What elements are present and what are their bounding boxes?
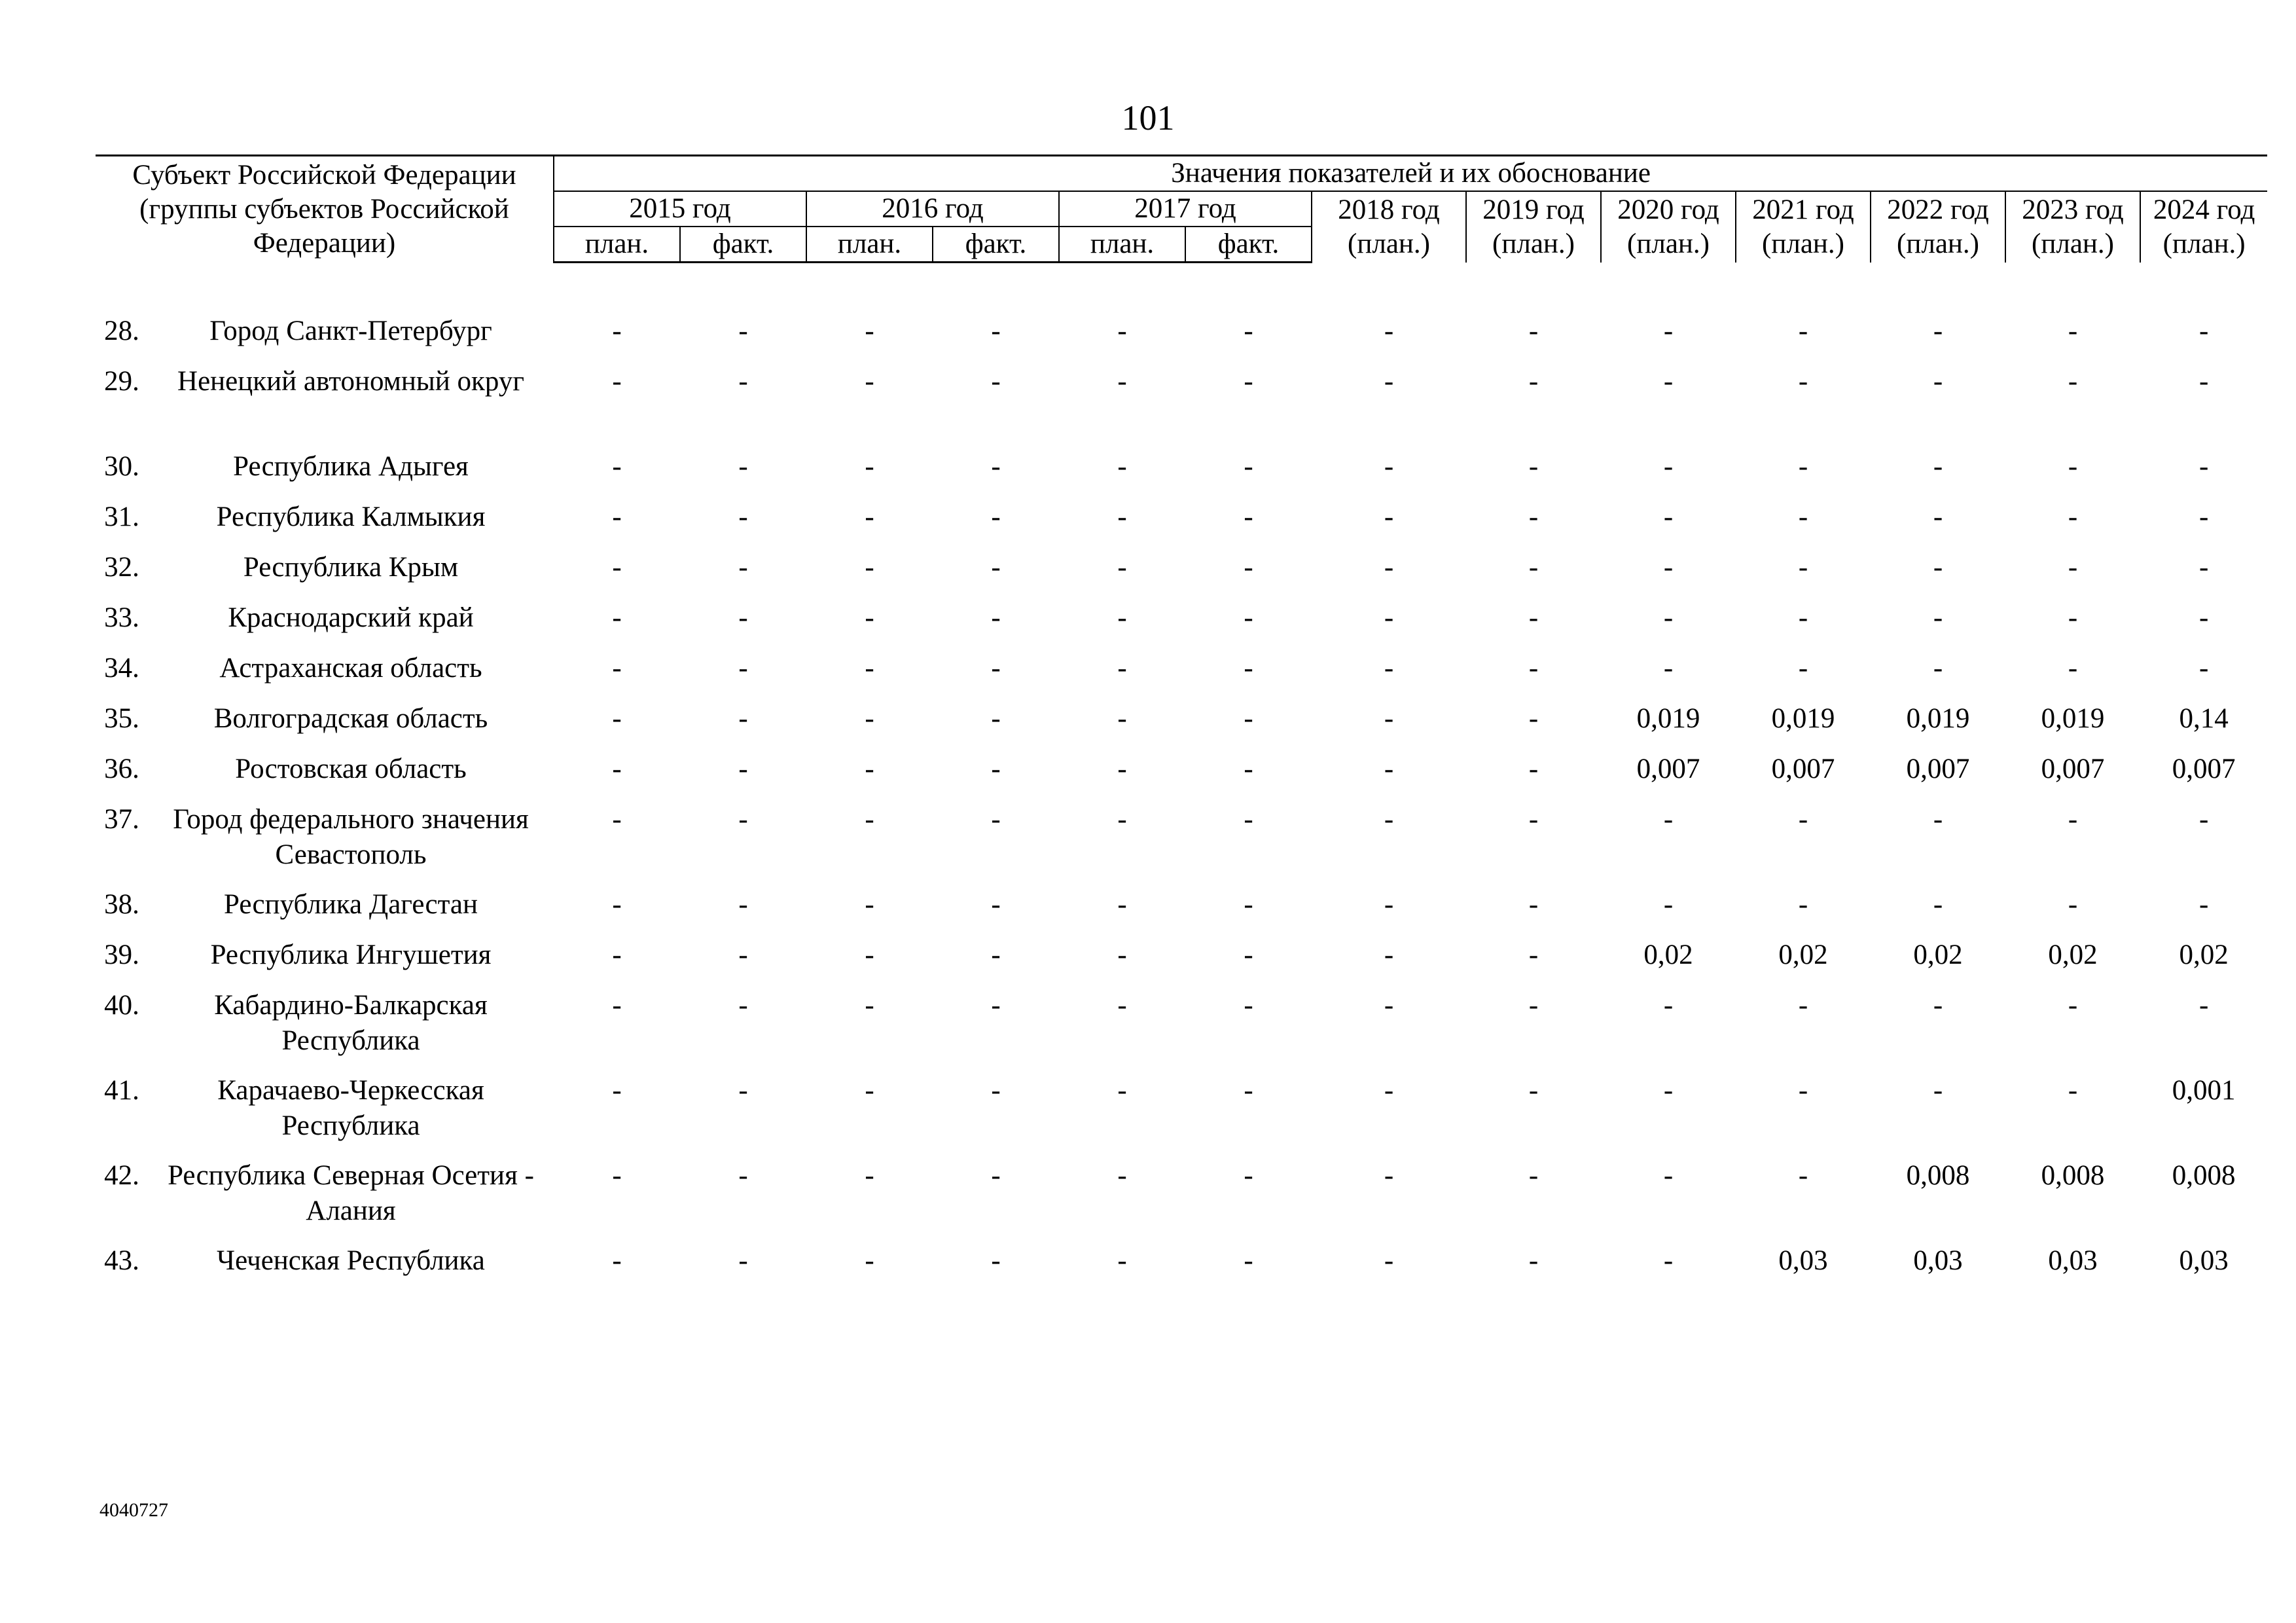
table-row [96, 314, 2267, 364]
value-cell: - [1528, 552, 1539, 583]
value-cell: - [1384, 939, 1394, 970]
value-cell: - [612, 501, 622, 532]
value-cell: - [865, 754, 874, 784]
value-cell: - [1798, 889, 1808, 920]
value-cell: 0,02 [1778, 939, 1828, 970]
value-cell: - [1117, 1160, 1127, 1191]
value-cell: - [1117, 451, 1127, 482]
value-cell: - [1244, 653, 1253, 684]
value-cell: 0,02 [1913, 939, 1963, 970]
value-cell: - [1244, 316, 1253, 346]
value-cell: - [1384, 552, 1394, 583]
value-cell: - [738, 939, 748, 970]
value-cell: - [2068, 990, 2078, 1021]
value-cell: - [612, 1075, 622, 1106]
value-cell: - [1933, 316, 1943, 346]
subject-name: Ростовская область [235, 754, 467, 784]
value-cell: - [1663, 602, 1674, 633]
value-cell: 0,008 [1906, 1160, 1970, 1191]
page-number: 101 [1121, 98, 1175, 137]
value-cell: - [612, 889, 622, 920]
value-cell: - [991, 889, 1001, 920]
value-cell: - [991, 366, 1001, 397]
value-cell: - [1384, 990, 1394, 1021]
value-cell: - [865, 451, 874, 482]
value-cell: - [738, 316, 748, 346]
value-cell: - [1117, 939, 1127, 970]
value-cell: - [2198, 602, 2209, 633]
subject-name: Чеченская Республика [217, 1245, 485, 1276]
year-plan-header [2140, 191, 2267, 263]
year-label: 2018 год [1338, 194, 1440, 225]
value-cell: - [2068, 653, 2078, 684]
value-cell: - [738, 602, 748, 633]
value-cell: - [991, 316, 1001, 346]
plan-paren-label: (план.) [2032, 228, 2114, 259]
value-cell: - [991, 990, 1001, 1021]
table-row [96, 988, 2267, 1073]
value-cell: - [612, 602, 622, 633]
value-cell: - [1117, 366, 1127, 397]
value-cell: 0,008 [2041, 1160, 2105, 1191]
value-cell: - [1663, 1160, 1674, 1191]
value-cell: - [1528, 804, 1539, 835]
year-plan-header [1871, 191, 2005, 263]
value-cell: - [865, 602, 874, 633]
value-cell: - [865, 653, 874, 684]
value-cell: - [612, 754, 622, 784]
value-cell: - [738, 990, 748, 1021]
row-number: 40. [104, 990, 139, 1021]
value-cell: - [1384, 602, 1394, 633]
value-cell: - [865, 501, 874, 532]
year-plan-header [1312, 191, 1466, 263]
value-cell: - [1117, 990, 1127, 1021]
value-cell: - [991, 939, 1001, 970]
plan-paren-label: (план.) [2162, 228, 2246, 259]
value-cell: - [1528, 1075, 1539, 1106]
value-cell: - [865, 939, 874, 970]
value-cell: 0,007 [1771, 754, 1835, 784]
year-header: 2016 год [806, 191, 1059, 227]
value-cell: - [1384, 1160, 1394, 1191]
plan-header: план. [806, 227, 933, 263]
subject-name: Город федерального значения Севастополь [173, 804, 529, 870]
value-cell: - [1244, 366, 1253, 397]
subject-name: Ненецкий автономный округ [177, 366, 524, 397]
subject-name: Республика Адыгея [233, 451, 469, 482]
year-label: 2022 год [1887, 194, 1989, 225]
value-cell: - [1117, 316, 1127, 346]
value-cell: - [991, 653, 1001, 684]
value-cell: - [2068, 316, 2078, 346]
value-cell: - [1933, 990, 1943, 1021]
value-cell: - [2198, 366, 2209, 397]
value-cell: - [1933, 889, 1943, 920]
value-cell: - [1798, 501, 1808, 532]
value-cell: - [2068, 366, 2078, 397]
year-plan-header [1736, 191, 1871, 263]
row-number: 34. [104, 653, 139, 684]
value-cell: - [1384, 889, 1394, 920]
value-cell: - [2068, 804, 2078, 835]
value-cell: - [612, 451, 622, 482]
value-cell: - [1933, 804, 1943, 835]
table-row [96, 938, 2267, 988]
table-row [96, 600, 2267, 651]
value-cell: - [1117, 1075, 1127, 1106]
fact-header: факт. [933, 227, 1059, 263]
value-cell: - [991, 1075, 1001, 1106]
value-cell: 0,008 [2172, 1160, 2236, 1191]
value-cell: - [1244, 1160, 1253, 1191]
value-cell: - [612, 1245, 622, 1276]
value-cell: - [1798, 451, 1808, 482]
value-cell: 0,019 [1906, 703, 1970, 734]
value-cell: - [865, 1160, 874, 1191]
table-row [96, 752, 2267, 802]
row-number: 33. [104, 602, 139, 633]
value-cell: - [738, 703, 748, 734]
value-cell: - [1798, 602, 1808, 633]
value-cell: - [2068, 889, 2078, 920]
value-cell: - [865, 366, 874, 397]
value-cell: 0,02 [2048, 939, 2098, 970]
values-title-header: Значения показателей и их обоснование [554, 156, 2267, 192]
value-cell: - [1384, 754, 1394, 784]
value-cell: - [1244, 1245, 1253, 1276]
year-plan-header [2005, 191, 2140, 263]
value-cell: - [991, 501, 1001, 532]
year-label: 2020 год [1617, 194, 1719, 225]
subject-name: Карачаево-Черкесская Республика [217, 1075, 484, 1141]
subject-name: Краснодарский край [228, 602, 474, 633]
table-row [96, 887, 2267, 938]
value-cell: - [1244, 804, 1253, 835]
value-cell: - [1663, 804, 1674, 835]
value-cell: - [612, 653, 622, 684]
value-cell: - [738, 653, 748, 684]
table-row [96, 449, 2267, 500]
row-number: 36. [104, 754, 139, 784]
year-header: 2015 год [554, 191, 806, 227]
value-cell: - [1244, 602, 1253, 633]
table-row [96, 701, 2267, 752]
table-body [96, 263, 2267, 1294]
value-cell: - [1117, 1245, 1127, 1276]
value-cell: 0,019 [1636, 703, 1700, 734]
value-cell: - [1663, 451, 1674, 482]
value-cell: 0,14 [2179, 703, 2229, 734]
value-cell: 0,03 [1778, 1245, 1828, 1276]
plan-header: план. [554, 227, 680, 263]
value-cell: - [1528, 451, 1539, 482]
value-cell: - [1117, 804, 1127, 835]
value-cell: - [1663, 889, 1674, 920]
value-cell: - [865, 703, 874, 734]
value-cell: 0,02 [1643, 939, 1693, 970]
value-cell: - [1117, 889, 1127, 920]
row-number: 38. [104, 889, 139, 920]
value-cell: - [991, 451, 1001, 482]
value-cell: - [1933, 366, 1943, 397]
value-cell: - [1117, 552, 1127, 583]
value-cell: - [1244, 451, 1253, 482]
value-cell: - [1244, 889, 1253, 920]
value-cell: - [865, 1075, 874, 1106]
value-cell: - [1528, 1160, 1539, 1191]
year-label: 2019 год [1482, 194, 1585, 225]
value-cell: - [2068, 552, 2078, 583]
value-cell: - [2068, 501, 2078, 532]
row-number: 35. [104, 703, 139, 734]
value-cell: - [1528, 754, 1539, 784]
value-cell: - [1384, 1075, 1394, 1106]
subject-name: Республика Дагестан [223, 889, 478, 920]
value-cell: - [1117, 754, 1127, 784]
value-cell: - [865, 990, 874, 1021]
value-cell: 0,007 [1636, 754, 1700, 784]
value-cell: - [1244, 754, 1253, 784]
value-cell: - [1663, 1245, 1674, 1276]
value-cell: - [1933, 451, 1943, 482]
value-cell: - [2198, 990, 2209, 1021]
subject-name: Республика Ингушетия [210, 939, 492, 970]
value-cell: - [738, 1160, 748, 1191]
table-row [96, 550, 2267, 600]
subject-name: Волгоградская область [213, 703, 488, 734]
year-label: 2023 год [2022, 194, 2124, 225]
row-number: 28. [104, 316, 139, 346]
value-cell: - [612, 552, 622, 583]
subject-name: Астраханская область [219, 653, 482, 684]
value-cell: - [612, 366, 622, 397]
value-cell: 0,007 [1906, 754, 1970, 784]
value-cell: - [1117, 501, 1127, 532]
plan-paren-label: (план.) [1348, 228, 1430, 259]
value-cell: - [738, 1245, 748, 1276]
value-cell: - [612, 804, 622, 835]
value-cell: - [738, 552, 748, 583]
value-cell: - [2068, 1075, 2078, 1106]
plan-paren-label: (план.) [1897, 228, 1979, 259]
value-cell: 0,03 [1913, 1245, 1963, 1276]
value-cell: - [1798, 804, 1808, 835]
value-cell: - [865, 316, 874, 346]
table-row [96, 1243, 2267, 1294]
value-cell: - [991, 804, 1001, 835]
value-cell: - [1528, 602, 1539, 633]
year-label: 2021 год [1752, 194, 1854, 225]
year-plan-header [1466, 191, 1601, 263]
row-number: 31. [104, 501, 139, 532]
value-cell: - [2198, 316, 2209, 346]
value-cell: - [1244, 703, 1253, 734]
value-cell: - [2068, 602, 2078, 633]
value-cell: - [1798, 316, 1808, 346]
value-cell: - [1384, 316, 1394, 346]
value-cell: - [612, 1160, 622, 1191]
value-cell: - [738, 501, 748, 532]
value-cell: - [738, 804, 748, 835]
value-cell: - [1933, 501, 1943, 532]
value-cell: - [1933, 552, 1943, 583]
value-cell: - [1663, 990, 1674, 1021]
value-cell: - [2198, 552, 2209, 583]
value-cell: - [865, 804, 874, 835]
value-cell: - [738, 366, 748, 397]
value-cell: - [2198, 451, 2209, 482]
value-cell: - [612, 939, 622, 970]
value-cell: - [1528, 316, 1539, 346]
subject-name: Республика Крым [243, 552, 459, 583]
table-row [96, 1158, 2267, 1243]
document-number: 4040727 [99, 1499, 168, 1521]
value-cell: - [738, 754, 748, 784]
value-cell: - [1663, 1075, 1674, 1106]
value-cell: - [2198, 501, 2209, 532]
subject-name: Город Санкт-Петербург [209, 316, 492, 346]
row-number: 32. [104, 552, 139, 583]
value-cell: - [1798, 990, 1808, 1021]
value-cell: - [1663, 653, 1674, 684]
row-number: 30. [104, 451, 139, 482]
value-cell: - [612, 703, 622, 734]
value-cell: - [1384, 653, 1394, 684]
value-cell: - [865, 552, 874, 583]
table-row [96, 364, 2267, 449]
row-number: 29. [104, 366, 139, 397]
value-cell: - [1384, 366, 1394, 397]
subject-name: Кабардино-Балкарская Республика [214, 990, 488, 1056]
value-cell: - [1244, 939, 1253, 970]
value-cell: - [1117, 703, 1127, 734]
value-cell: - [612, 990, 622, 1021]
value-cell: - [991, 703, 1001, 734]
row-number: 37. [104, 804, 139, 835]
subject-name: Республика Калмыкия [216, 501, 486, 532]
value-cell: - [1663, 316, 1674, 346]
value-cell: - [1663, 552, 1674, 583]
value-cell: - [991, 602, 1001, 633]
value-cell: 0,019 [1771, 703, 1835, 734]
value-cell: - [2198, 653, 2209, 684]
value-cell: - [1384, 804, 1394, 835]
value-cell: - [1528, 703, 1539, 734]
plan-header: план. [1059, 227, 1185, 263]
value-cell: - [2068, 451, 2078, 482]
value-cell: - [1528, 366, 1539, 397]
value-cell: - [1384, 451, 1394, 482]
value-cell: - [1117, 602, 1127, 633]
value-cell: - [1244, 501, 1253, 532]
value-cell: - [738, 451, 748, 482]
value-cell: 0,02 [2179, 939, 2229, 970]
plan-paren-label: (план.) [1762, 228, 1844, 259]
year-header: 2017 год [1059, 191, 1312, 227]
row-number: 43. [104, 1245, 139, 1276]
value-cell: - [1384, 501, 1394, 532]
indicator-table [96, 155, 2267, 1294]
plan-paren-label: (план.) [1627, 228, 1710, 259]
value-cell: - [1933, 602, 1943, 633]
value-cell: - [1244, 1075, 1253, 1106]
value-cell: - [612, 316, 622, 346]
value-cell: - [1663, 366, 1674, 397]
value-cell: - [991, 552, 1001, 583]
value-cell: - [1933, 1075, 1943, 1106]
value-cell: 0,001 [2172, 1075, 2236, 1106]
value-cell: - [1528, 501, 1539, 532]
value-cell: - [1244, 552, 1253, 583]
value-cell: - [1528, 939, 1539, 970]
value-cell: - [991, 1245, 1001, 1276]
table-row [96, 1073, 2267, 1158]
fact-header: факт. [680, 227, 806, 263]
value-cell: - [738, 1075, 748, 1106]
year-plan-header [1601, 191, 1736, 263]
value-cell: - [1528, 889, 1539, 920]
value-cell: - [1384, 1245, 1394, 1276]
subject-column-header: Субъект Российской Федерации (группы субъектов Российской Федерации) [96, 156, 554, 263]
value-cell: - [2198, 889, 2209, 920]
value-cell: - [1798, 552, 1808, 583]
row-number: 42. [104, 1160, 139, 1191]
value-cell: - [1798, 653, 1808, 684]
value-cell: - [991, 754, 1001, 784]
value-cell: - [865, 889, 874, 920]
value-cell: - [1798, 1160, 1808, 1191]
value-cell: 0,007 [2041, 754, 2105, 784]
row-number: 41. [104, 1075, 139, 1106]
value-cell: - [1798, 1075, 1808, 1106]
value-cell: - [1244, 990, 1253, 1021]
value-cell: - [1117, 653, 1127, 684]
value-cell: - [991, 1160, 1001, 1191]
year-label: 2024 год [2153, 194, 2255, 225]
table-row [96, 500, 2267, 550]
value-cell: - [2198, 804, 2209, 835]
value-cell: - [1933, 653, 1943, 684]
value-cell: - [1384, 703, 1394, 734]
table-row [96, 802, 2267, 887]
value-cell: 0,019 [2041, 703, 2105, 734]
row-number: 39. [104, 939, 139, 970]
value-cell: - [1663, 501, 1674, 532]
value-cell: 0,03 [2179, 1245, 2229, 1276]
subject-name: Республика Северная Осетия - Алания [168, 1160, 534, 1226]
value-cell: - [1528, 653, 1539, 684]
value-cell: - [865, 1245, 874, 1276]
value-cell: - [1528, 990, 1539, 1021]
fact-header: факт. [1185, 227, 1312, 263]
plan-paren-label: (план.) [1492, 228, 1575, 259]
value-cell: - [738, 889, 748, 920]
table-row [96, 651, 2267, 701]
value-cell: - [1798, 366, 1808, 397]
value-cell: - [1528, 1245, 1539, 1276]
value-cell: 0,007 [2172, 754, 2236, 784]
value-cell: 0,03 [2048, 1245, 2098, 1276]
